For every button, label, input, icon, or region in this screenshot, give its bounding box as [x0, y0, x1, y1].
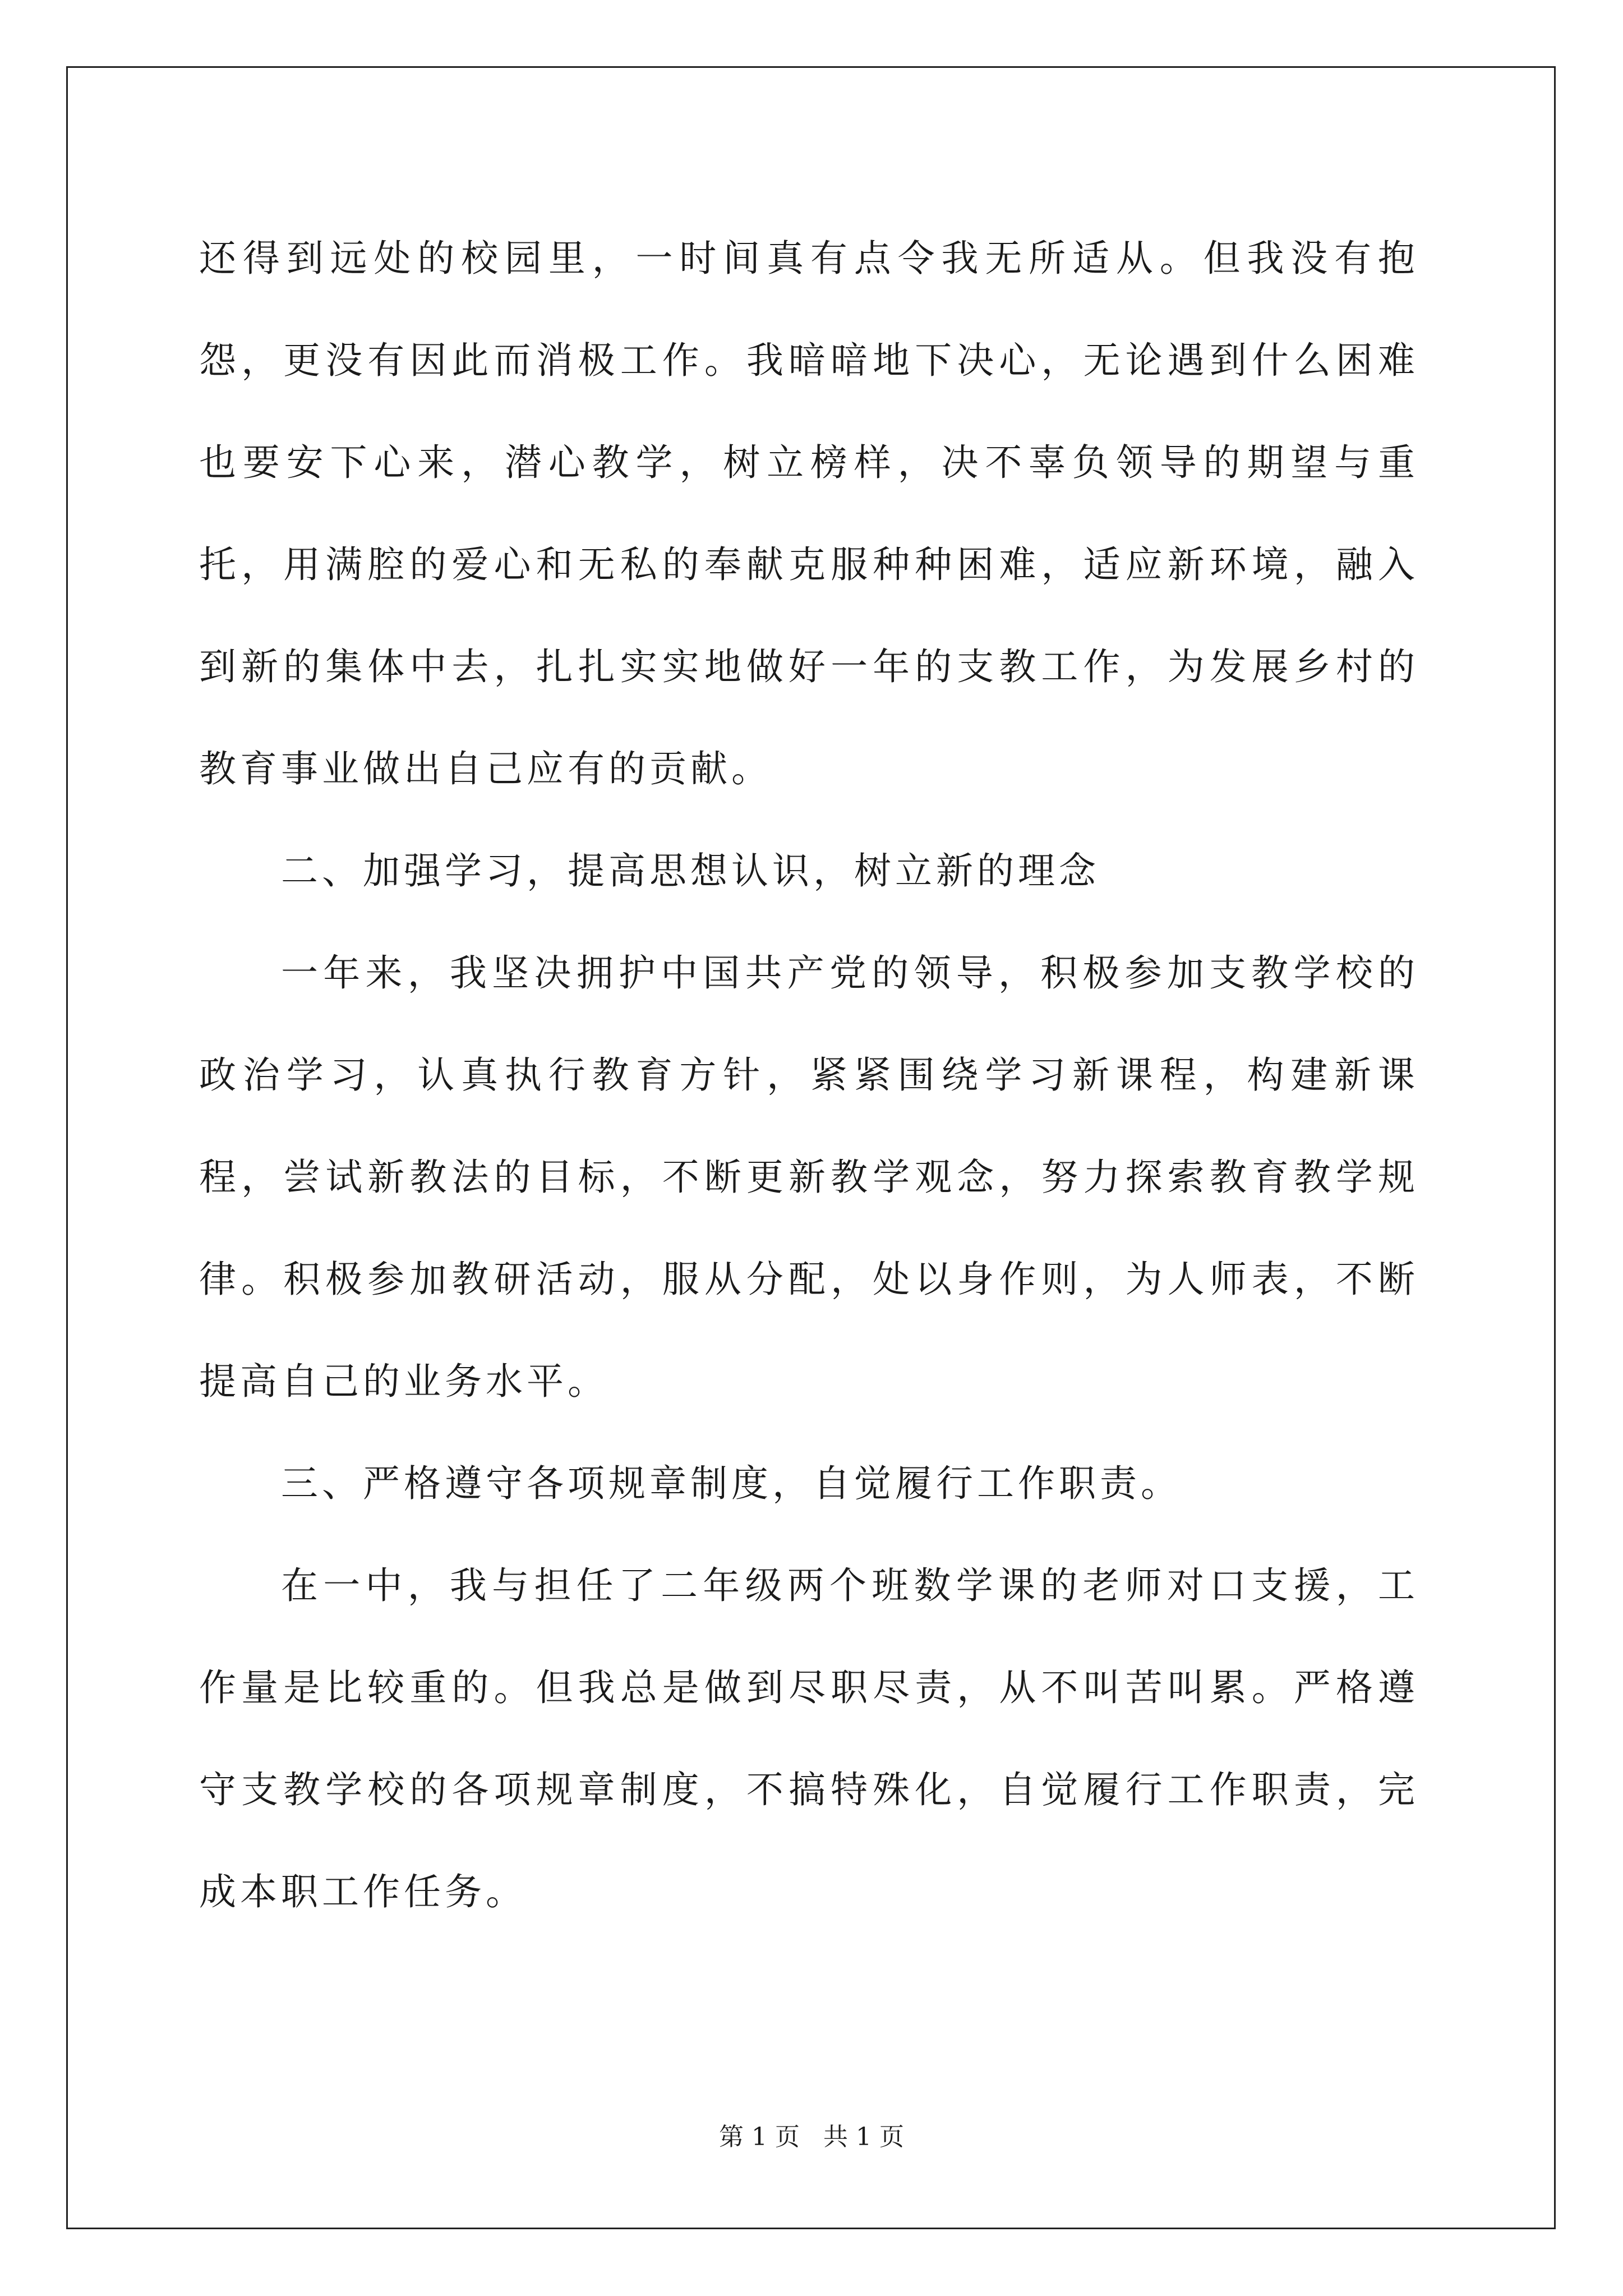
document-body — [199, 208, 1419, 1943]
section-heading-3: 三、严格遵守各项规章制度，自觉履行工作职责。 — [281, 1462, 1182, 1505]
page-number-footer: 第 1 页 共 1 页 — [719, 2123, 904, 2151]
paragraph-study: 一年来，我坚决拥护中国共产党的领导，积极参加支教学校的政治学习，认真执行教育方针，紧紧围绕学习新课程，构建新课程，尝试新教法的目标，不断更新教学观念，努力探索教育教学规律。积极参加教研活动，服从分配，处以身作则，为人师表，不断提高自己的业务水平。 — [199, 951, 1419, 1403]
section-heading-2: 二、加强学习，提高思想认识，树立新的理念 — [281, 849, 1100, 892]
paragraph-duties: 在一中，我与担任了二年级两个班数学课的老师对口支援，工作量是比较重的。但我总是做到尽职尽责，从不叫苦叫累。严格遵守支教学校的各项规章制度，不搞特殊化，自觉履行工作职责，完成本职工作任务。 — [199, 1564, 1419, 1913]
paragraph-continuation: 还得到远处的校园里，一时间真有点令我无所适从。但我没有抱怨，更没有因此而消极工作。我暗暗地下决心，无论遇到什么困难也要安下心来，潜心教学，树立榜样，决不辜负领导的期望与重托，用满腔的爱心和无私的奉献克服种种困难，适应新环境，融入到新的集体中去，扎扎实实地做好一年的支教工作，为发展乡村的教育事业做出自己应有的贡献。 — [199, 237, 1419, 790]
